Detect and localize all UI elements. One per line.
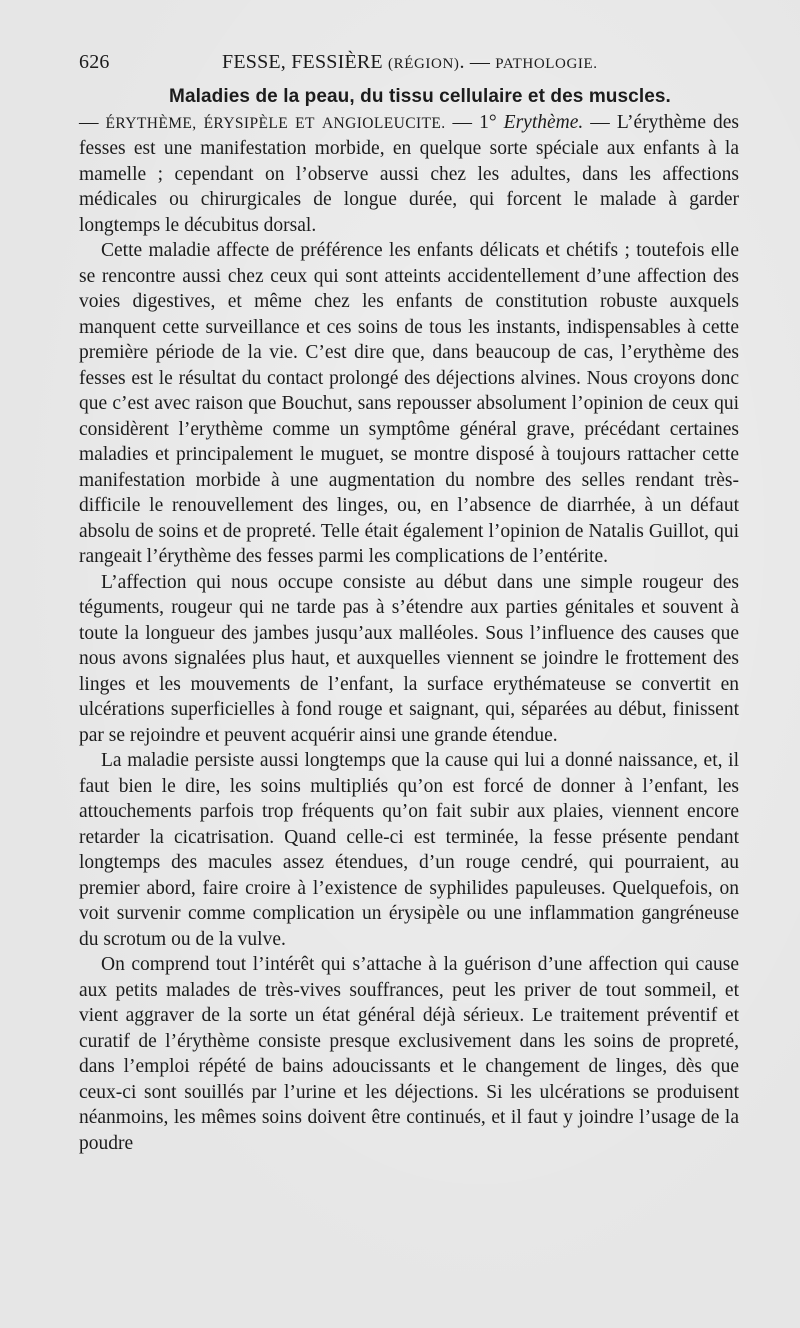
paragraph-3: L’affection qui nous occupe consiste au début dans une simple rougeur des téguments, rougeur qui ne tarde pas à s’étendre aux parties génitales et souvent à toute la longueur des jambes jusqu’aux malléoles. Sous l’influence des causes que nous avons signalées plus haut, et auxquelles viennent se joindre le frottement des linges et les mouvements de l’enfant, la surface erythémateuse se convertit en ulcérations superficielles à fond rouge et saignant, qui, séparées au début, finissent par se rejoindre et peuvent acquérir ainsi une grande étendue. bbox=[79, 571, 739, 746]
intro-lead-dash: — bbox=[79, 111, 99, 133]
paragraph-intro bbox=[79, 110, 739, 239]
title-subject: PATHOLOGIE. bbox=[495, 56, 598, 72]
intro-topic-erysipele: ÉRYSIPÈLE bbox=[203, 114, 289, 132]
intro-topic-erytheme: ÉRYTHÈME, bbox=[105, 114, 197, 132]
title-main: FESSE, FESSIÈRE bbox=[222, 51, 383, 73]
section-heading: Maladies de la peau, du tissu cellulaire et des muscles. bbox=[169, 86, 671, 107]
intro-topic-conj: ET bbox=[295, 114, 315, 132]
running-title bbox=[222, 50, 598, 76]
body-text bbox=[79, 84, 739, 1156]
paragraph-5: On comprend tout l’intérêt qui s’attache à la guérison d’une affection qui cause aux petits malades de très-vives souffrances, peut les priver de tout sommeil, et vient aggraver de la sorte un état général déjà sérieux. Le traitement préventif et curatif de l’érythème consiste presque exclusivement dans les soins de propreté, dans l’emploi répété de bains adoucissants et le changement de linges, dès que ceux-ci sont souillés par l’urine et les déjections. Si les ulcérations se produisent néanmoins, les mêmes soins doivent être continués, et il faut y joindre l’usage de la poudre bbox=[79, 954, 739, 1154]
intro-topic-angioleucite: ANGIOLEUCITE. bbox=[321, 114, 446, 132]
running-header bbox=[79, 50, 739, 74]
intro-item-number: 1° bbox=[479, 111, 497, 133]
page-number: 626 bbox=[79, 51, 110, 73]
intro-rest: — L’érythème des fesses est une manifestation morbide, en quelque sorte spéciale aux enfants à la mamelle ; cependant on l’observe aussi chez les adultes, dans les affections médicales ou chirurgicales de longue durée, qui forcent le malade à garder longtemps le décubitus dorsal. bbox=[79, 111, 740, 236]
paragraph-2: Cette maladie affecte de préférence les enfants délicats et chétifs ; toutefois elle se rencontre aussi chez ceux qui sont atteints accidentellement d’une affection des voies digestives, et même chez les enfants de constitution robuste auxquels manquent cette surveillance et ces soins de tous les instants, indispensables à cette première période de la vie. C’est dire que, dans beaucoup de cas, l’erythème des fesses est le résultat du contact prolongé des déjections alvines. Nous croyons donc que c’est avec raison que Bouchut, sans repousser absolument l’opinion de ceux qui considèrent l’erythème comme un symptôme général grave, précédant certaines maladies et principalement le muguet, se montre disposé à toujours rattacher cette manifestation morbide à une augmentation du nombre des selles rendant très-difficile le renouvellement des linges, ou, en l’absence de diarrhée, à un défaut absolu de soins et de propreté. Telle était également l’opinion de Natalis Guillot, qui rangeait l’érythème des fesses parmi les complications de l’entérite. bbox=[79, 240, 739, 567]
intro-item-title: Erythème. bbox=[503, 111, 584, 133]
title-region: (RÉGION) bbox=[388, 56, 460, 72]
intro-topic-dash: — bbox=[452, 111, 473, 133]
title-separator: . — bbox=[459, 51, 491, 73]
paragraph-4: La maladie persiste aussi longtemps que la cause qui lui a donné naissance, et, il faut bien le dire, les soins multipliés qu’on est forcé de donner à l’enfant, les attouchements parfois trop fréquents qu’on fait subir aux plaies, viennent encore retarder la cicatrisation. Quand celle-ci est terminée, la fesse présente pendant longtemps des macules assez étendues, d’un rouge cendré, qui pourraient, au premier abord, faire croire à l’existence de syphilides papuleuses. Quelquefois, on voit survenir comme complication un érysipèle ou une inflammation gangréneuse du scrotum ou de la vulve. bbox=[79, 750, 739, 950]
